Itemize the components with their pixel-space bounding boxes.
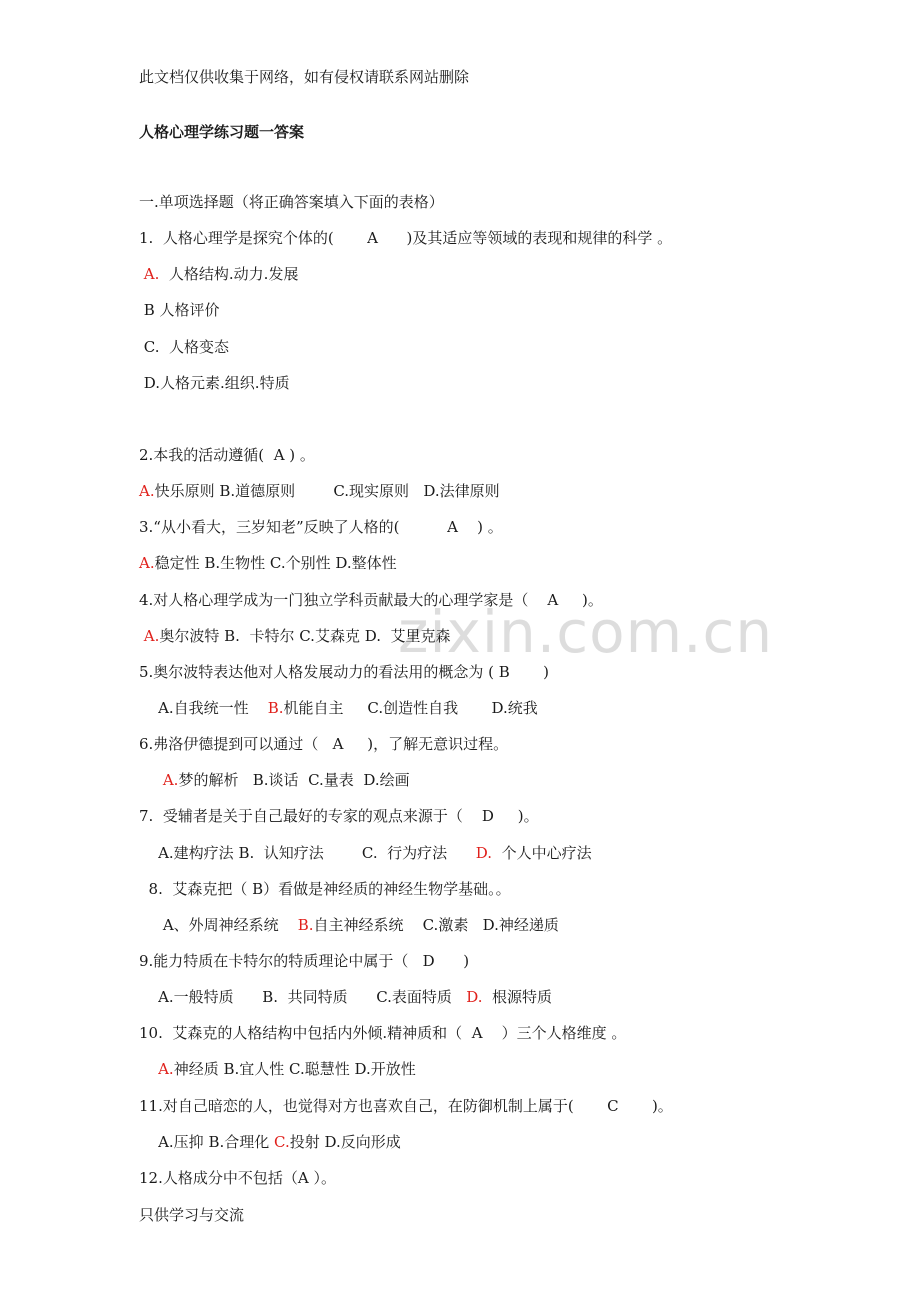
line-text: 个人中心疗法	[492, 844, 592, 862]
line-text: 9.能力特质在卡特尔的特质理论中属于（ D )	[139, 952, 470, 970]
line-text: 1. 人格心理学是探究个体的( A )及其适应等领域的表现和规律的科学 。	[139, 229, 673, 247]
line-text: 梦的解析 B.谈话 C.量表 D.绘画	[178, 771, 410, 789]
line-text: A.压抑 B.合理化	[139, 1133, 275, 1151]
line-text: 奥尔波特 B. 卡特尔 C.艾森克 D. 艾里克森	[159, 627, 451, 645]
answer-marker: C.	[274, 1133, 290, 1151]
text-line	[139, 915, 559, 935]
line-text: 10. 艾森克的人格结构中包括内外倾.精神质和（ A ）三个人格维度 。	[139, 1024, 627, 1042]
line-text: 5.奥尔波特表达他对人格发展动力的看法用的概念为 ( B )	[139, 663, 549, 681]
footer-note: 只供学习与交流	[139, 1206, 245, 1224]
section-heading: 一.单项选择题（将正确答案填入下面的表格）	[139, 193, 444, 211]
text-line	[139, 1132, 401, 1152]
answer-marker: B.	[267, 699, 284, 717]
line-text: 11.对自己暗恋的人，也觉得对方也喜欢自己，在防御机制上属于( C )。	[139, 1097, 673, 1115]
text-line	[139, 337, 229, 357]
answer-marker: A.	[139, 265, 160, 283]
line-text: A、外周神经系统	[139, 916, 298, 934]
line-text: 根源特质	[482, 988, 553, 1006]
line-text: 6.弗洛伊德提到可以通过（ A )，了解无意识过程。	[139, 735, 509, 753]
answer-marker: A.	[139, 627, 160, 645]
answer-marker: D.	[466, 988, 483, 1006]
text-line	[139, 1096, 673, 1116]
line-text: 2.本我的活动遵循( A ) 。	[139, 446, 315, 464]
document-title: 人格心理学练习题一答案	[139, 123, 305, 141]
line-text	[139, 771, 163, 789]
line-text: 3.“从小看大，三岁知老”反映了人格的( A ) 。	[139, 518, 503, 536]
text-line	[139, 770, 410, 790]
line-text: 人格结构.动力.发展	[159, 265, 299, 283]
text-line	[139, 1059, 416, 1079]
text-line	[139, 698, 538, 718]
line-text: B 人格评价	[139, 301, 220, 319]
text-line	[139, 734, 508, 754]
line-text: A.自我统一性	[139, 699, 268, 717]
line-text: 稳定性 B.生物性 C.个别性 D.整体性	[154, 554, 397, 572]
text-line	[139, 662, 549, 682]
line-text: 7. 受辅者是关于自己最好的专家的观点来源于（ D )。	[139, 807, 539, 825]
text-line	[139, 228, 672, 248]
text-line	[139, 879, 511, 899]
text-line	[139, 373, 290, 393]
text-line	[139, 1168, 336, 1188]
answer-marker: A.	[158, 1060, 174, 1078]
line-text: C. 人格变态	[139, 338, 230, 356]
line-text: A.建构疗法 B. 认知疗法 C. 行为疗法	[139, 844, 476, 862]
answer-marker: B.	[297, 916, 314, 934]
text-line	[139, 264, 298, 284]
line-text: 投射 D.反向形成	[289, 1133, 401, 1151]
line-text: 12.人格成分中不包括（A ）。	[139, 1169, 336, 1187]
line-text: 神经质 B.宜人性 C.聪慧性 D.开放性	[173, 1060, 416, 1078]
text-line	[139, 481, 500, 501]
text-line	[139, 1023, 626, 1043]
text-line	[139, 590, 603, 610]
answer-marker: D.	[475, 844, 493, 862]
watermark: zixin.com.cn	[398, 598, 774, 666]
text-line	[139, 951, 469, 971]
line-text	[139, 1060, 158, 1078]
line-text: A.一般特质 B. 共同特质 C.表面特质	[139, 988, 467, 1006]
answer-marker: A.	[162, 771, 179, 789]
text-line	[139, 843, 592, 863]
text-line	[139, 445, 315, 465]
line-text: 快乐原则 B.道德原则 C.现实原则 D.法律原则	[154, 482, 500, 500]
line-text: 8. 艾森克把（ B）看做是神经质的神经生物学基础。。	[139, 880, 511, 898]
text-line	[139, 553, 397, 573]
header-note: 此文档仅供收集于网络，如有侵权请联系网站删除	[139, 68, 470, 86]
line-text: 4.对人格心理学成为一门独立学科贡献最大的心理学家是（ A )。	[139, 591, 603, 609]
text-line	[139, 517, 503, 537]
text-line	[139, 300, 220, 320]
line-text: 机能自主 C.创造性自我 D.统我	[283, 699, 538, 717]
text-line	[139, 806, 539, 826]
line-text: D.人格元素.组织.特质	[139, 374, 290, 392]
text-line	[139, 987, 552, 1007]
answer-marker: A.	[139, 554, 155, 572]
answer-marker: A.	[139, 482, 155, 500]
text-line	[139, 626, 451, 646]
line-text: 自主神经系统 C.激素 D.神经递质	[313, 916, 559, 934]
